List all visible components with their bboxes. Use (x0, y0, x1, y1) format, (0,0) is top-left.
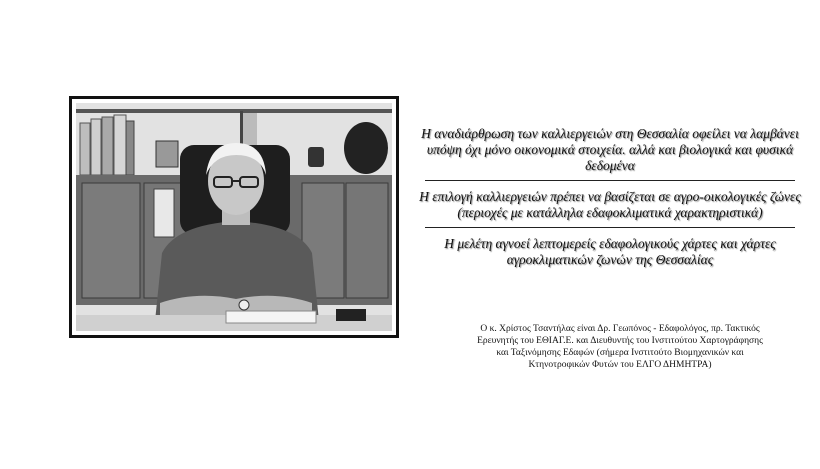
quote-1: Η αναδιάρθρωση των καλλιεργειών στη Θεσσαλία οφείλει να λαμβάνει υπόψη όχι μόνο οικονομικά στοιχεία. αλλά και βιολογικά και φυσικά δεδομένα (421, 126, 799, 173)
portrait-photo-image (76, 103, 392, 331)
divider (425, 180, 795, 181)
quotes-column (415, 126, 805, 268)
portrait-photo (76, 103, 392, 331)
portrait-photo-frame (69, 96, 399, 338)
quote-3: Η μελέτη αγνοεί λεπτομερείς εδαφολογικούς χάρτες και χάρτες αγροκλιματικών ζωνών της Θεσσαλίας (444, 236, 776, 267)
quote-2: Η επιλογή καλλιεργειών πρέπει να βασίζεται σε αγρο-οικολογικές ζώνες (περιοχές με κατάλληλα εδαφοκλιματικά χαρακτηριστικά) (419, 189, 801, 220)
author-caption: Ο κ. Χρίστος Τσαντήλας είναι Δρ. Γεωπόνος - Εδαφολόγος, πρ. Τακτικός Ερευνητής του ΕΘΙΑΓ.Ε. και Διευθυντής του Ινστιτούτου Χαρτογράφησης και Ταξινόμησης Εδαφών (σήμερα Ινστιτούτο Βιομηχανικών και Κτηνοτροφικών Φυτών του ΕΛΓΟ ΔΗΜΗΤΡΑ) (477, 324, 763, 370)
divider (425, 227, 795, 228)
